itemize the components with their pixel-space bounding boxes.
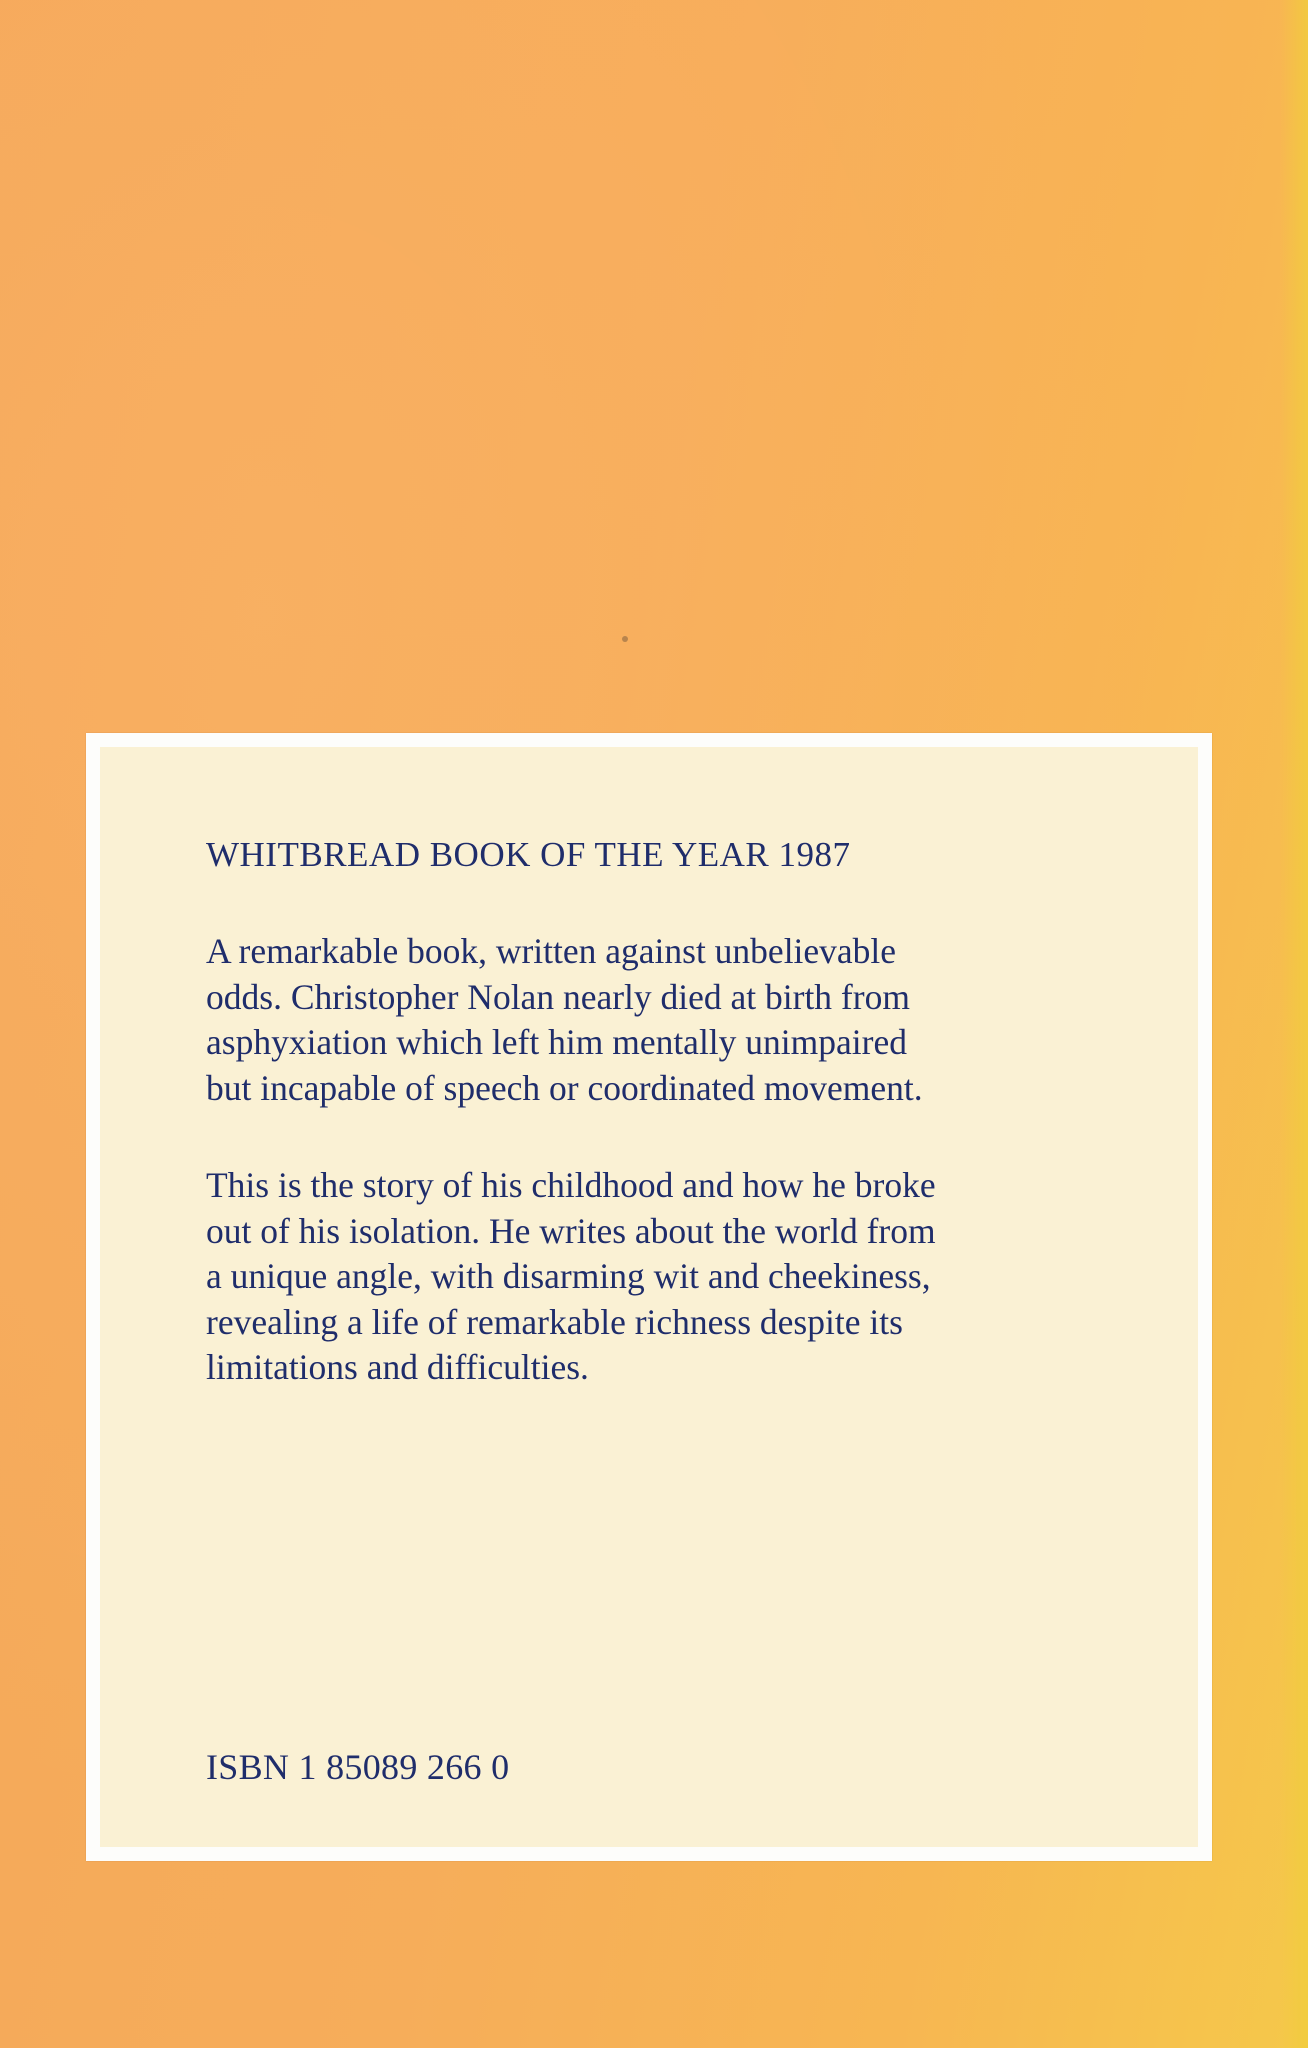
blurb-line: revealing a life of remarkable richness despite its bbox=[206, 1301, 903, 1342]
blurb-panel bbox=[86, 733, 1212, 1861]
blurb-line: odds. Christopher Nolan nearly died at birth from bbox=[206, 976, 910, 1017]
blurb-paragraph-1 bbox=[206, 929, 1106, 1111]
blurb-text-block bbox=[206, 833, 1106, 1443]
blurb-line: This is the story of his childhood and how he broke bbox=[206, 1165, 936, 1205]
blurb-paragraph-2 bbox=[206, 1163, 1106, 1391]
cover-edge bbox=[1280, 0, 1308, 2048]
blurb-line: but incapable of speech or coordinated movement. bbox=[206, 1067, 923, 1108]
isbn-number: ISBN 1 85089 266 0 bbox=[206, 1747, 510, 1787]
blurb-line: asphyxiation which left him mentally unimpaired bbox=[206, 1022, 907, 1062]
cover-speck bbox=[622, 636, 628, 642]
blurb-line: limitations and difficulties. bbox=[206, 1347, 589, 1387]
award-heading: WHITBREAD BOOK OF THE YEAR 1987 bbox=[206, 835, 851, 874]
blurb-line: a unique angle, with disarming wit and cheekiness, bbox=[206, 1256, 931, 1296]
blurb-line: out of his isolation. He writes about the world from bbox=[206, 1210, 936, 1251]
blurb-line: A remarkable book, written against unbelievable bbox=[206, 931, 897, 971]
